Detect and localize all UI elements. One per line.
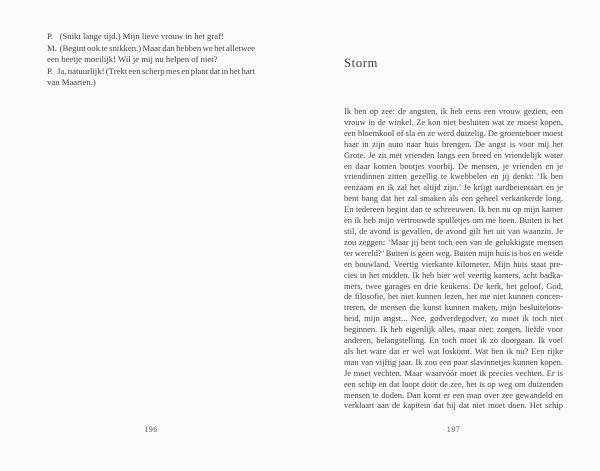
page-number-right: 197 [446, 425, 461, 434]
text-line: bent bang dat het zal smaken als een geheel verkankerde long. [344, 193, 564, 204]
page-number-left: 196 [144, 425, 158, 434]
text-line: zou zeggen: ‘Maar jij bent toch een van de gelukkigste mensen [344, 236, 563, 247]
text-line: de filosofie, het niet kunnen lezen, het me niet kunnen concen- [344, 291, 563, 302]
text-line: beginnen. Ik heb eigenlijk alles, maar niet: zorgen, liefde voor [344, 324, 563, 335]
text-line: vriendinnen zitten gezellig te kwebbelen en jij denkt: ‘Ik ben [344, 171, 563, 182]
right-page-body-text [344, 106, 563, 411]
right-page [300, 0, 600, 471]
text-line: Ik ben op zee: de angsten, ik heb eens een vrouw gezien, een [344, 106, 563, 116]
text-line: en daar komen bootjes voorbij. De mensen, je vrienden en je [344, 160, 563, 171]
text-line: van Maarten.) [47, 77, 96, 87]
text-line: en ik heb mijn vertrouwde spulletjes om me heen. Buiten is het [344, 215, 563, 226]
text-line: haar in zijn auto naar huis brengen. De angst is voor mij het [344, 138, 563, 149]
text-line: Grote. Je zit met vrienden langs een breed en vriendelijk water [344, 149, 564, 160]
text-line: En iedereen begint dan te schreeuwen. Ik ben nu op mijn kamer [344, 204, 564, 215]
text-line: P. (Snikt lange tijd.) Mijn lieve vrouw in het graf! [47, 31, 224, 41]
text-line: mers, twee garages en drie keukens. De kerk, het geloof, God, [344, 280, 563, 291]
text-line: P. Ja, natuurlijk! (Trekt een scherp mes en plant dat in het hart [47, 65, 255, 76]
text-line: M. (Begint ook te snikken.) Maar dan hebben we het alletwee [47, 42, 255, 53]
text-line: verklaart aan de kapitein dat hij dat niet moet doen. Het schip [344, 400, 563, 411]
text-line: en bouwland. Veertig vierkante kilometer. Mijn huis staat pre- [344, 258, 564, 269]
text-line: ter wereld?’ Buiten is geen weg. Buiten mijn huis is bos en weide [344, 247, 563, 258]
left-page-dialogue [47, 31, 255, 89]
text-line: man van vijftig jaar. Ik zou een paar slavinnetjes kunnen kopen. [344, 356, 563, 367]
text-line: eenzaam en ik zal het altijd zijn.’ Je krijgt aardbeientaart en je [344, 182, 563, 193]
text-line: een schip en dat loopt door de zee, het is op weg om duizenden [344, 378, 563, 389]
text-line: een beetje moeilijk! Wil je mij nu helpen of niet? [47, 54, 218, 64]
text-line: vrouw in de winkel. Ze kon niet besluiten wat ze moest kopen, [344, 116, 563, 127]
text-line: Je moet vechten. Maar waarvóór moet ik precies vechten. Er is [344, 367, 563, 378]
text-line: heid, mijn angst... Nee, godverdegodver, zo moet ik toch niet [344, 313, 563, 324]
text-line: stil, de avond is gevallen, de avond gilt het uit van waanzin. Je [344, 225, 563, 236]
text-line: mensen te doden. Dan komt er een man over zee gewandeld en [344, 389, 563, 400]
chapter-title: Storm [344, 56, 379, 70]
text-line: een bloemkool of sla en ze werd duizelig. De groenteboer moest [344, 127, 563, 138]
text-line: cies in het midden. Ik heb hier wel veertig kamers, acht badka- [344, 269, 563, 280]
text-line: als het ware dat er wel wat loskomt. Wat ben ik nu? Een rijke [344, 345, 563, 356]
text-line: treren, de mensen die kunst kunnen maken, mijn besluiteloos- [344, 302, 564, 313]
text-line: anderen, belangstelling. En toch moet ik zo doorgaan. Ik voel [344, 335, 563, 346]
